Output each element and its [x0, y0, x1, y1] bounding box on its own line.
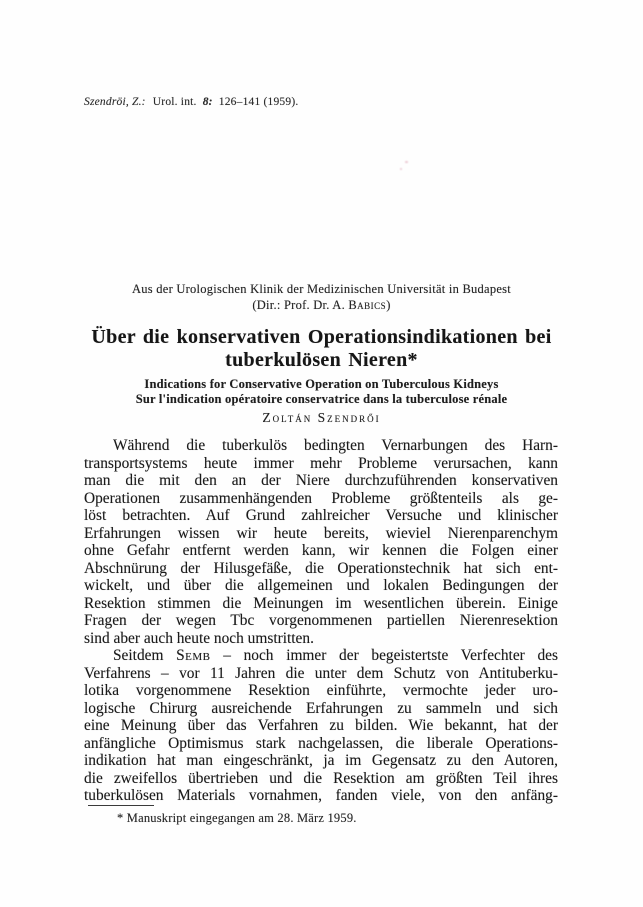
journal-citation — [84, 96, 298, 108]
body-line: Während die tuberkulös bedingten Vernarbungen des Harn- — [113, 437, 558, 454]
small-caps-name: Babics — [348, 297, 387, 312]
body-line: Verfahrens – vor 11 Jahren die unter dem Schutz von Antituberku- — [84, 664, 558, 682]
body-line: tuberkulösen Materials vornahmen, fanden viele, von den anfäng- — [84, 787, 558, 804]
body-line: eine Meinung über das Verfahren zu bilden. Wie bekannt, hat der — [84, 717, 558, 734]
body-line: logische Chirurg ausreichende Erfahrungen zu sammeln und sich — [84, 699, 558, 717]
body-line: wickelt, und über die allgemeinen und lokalen Bedingungen der — [84, 577, 558, 594]
body-line: Fragen der wegen Tbc vorgenommenen partiellen Nierenresektion — [84, 612, 558, 629]
subtitle-english: Indications for Conservative Operation on Tuberculous Kidneys — [144, 377, 499, 391]
citation-author: Szendröi, Z.: — [84, 96, 146, 108]
body-line: man die mit den an der Niere durchzuführenden konservativen — [84, 472, 558, 489]
citation-volume: 8: — [202, 96, 213, 108]
body-line: Erfahrungen wissen wir heute bereits, wieviel Nierenparenchym — [84, 524, 558, 542]
article-body — [84, 437, 558, 805]
body-line: transportsystems heute immer mehr Probleme verursachen, kann — [84, 454, 558, 472]
title-line2: tuberkulösen Nieren* — [225, 348, 418, 371]
institution-line2: (Dir.: Prof. Dr. A. Babics) — [252, 297, 391, 312]
footnote-text: * Manuskript eingegangen am 28. März 1959. — [117, 811, 357, 825]
subtitle-block — [0, 377, 643, 406]
body-line: indikation hat man eingeschränkt, ja im Gegensatz zu den Autoren, — [84, 752, 558, 769]
footnote-rule — [88, 805, 154, 806]
institution-line1: Aus der Urologischen Klinik der Medizinischen Universität in Budapest — [132, 282, 511, 296]
scan-artifact-mark — [398, 160, 412, 174]
citation-journal: Urol. int. — [152, 96, 197, 108]
body-line: ohne Gefahr entfernt werden kann, wir kennen die Folgen einer — [84, 542, 558, 559]
body-line: sind aber auch heute noch umstritten. — [84, 629, 314, 647]
citation-pages-year: 126–141 (1959). — [218, 96, 299, 108]
body-line: löst betrachten. Auf Grund zahlreicher Versuche und klinischer — [84, 507, 558, 524]
body-line: Operationen zusammenhängenden Probleme größtenteils als ge- — [84, 489, 558, 507]
institution-block — [0, 282, 643, 313]
body-line: Seitdem Semb – noch immer der begeistertste Verfechter des — [113, 647, 558, 664]
body-line: die zweifellos übertrieben und die Resektion am größten Teil ihres — [84, 769, 558, 787]
small-caps-name: Semb — [176, 647, 211, 664]
title-line1: Über die konservativen Operationsindikationen bei — [91, 326, 552, 348]
author-name: Zoltán Szendrői — [262, 410, 381, 425]
subtitle-french: Sur l'indication opératoire conservatrice dans la tuberculose rénale — [135, 391, 508, 406]
body-line: Abschnürung der Hilusgefäße, die Operationstechnik hat sich ent- — [84, 559, 558, 577]
body-line: lotika vorgenommene Resektion einführte, vermochte jeder uro- — [84, 682, 558, 699]
body-line: anfängliche Optimismus stark nachgelassen, die liberale Operations- — [84, 734, 558, 752]
body-line: Resektion stimmen die Meinungen im wesentlichen überein. Einige — [84, 594, 558, 612]
article-title — [0, 326, 643, 371]
